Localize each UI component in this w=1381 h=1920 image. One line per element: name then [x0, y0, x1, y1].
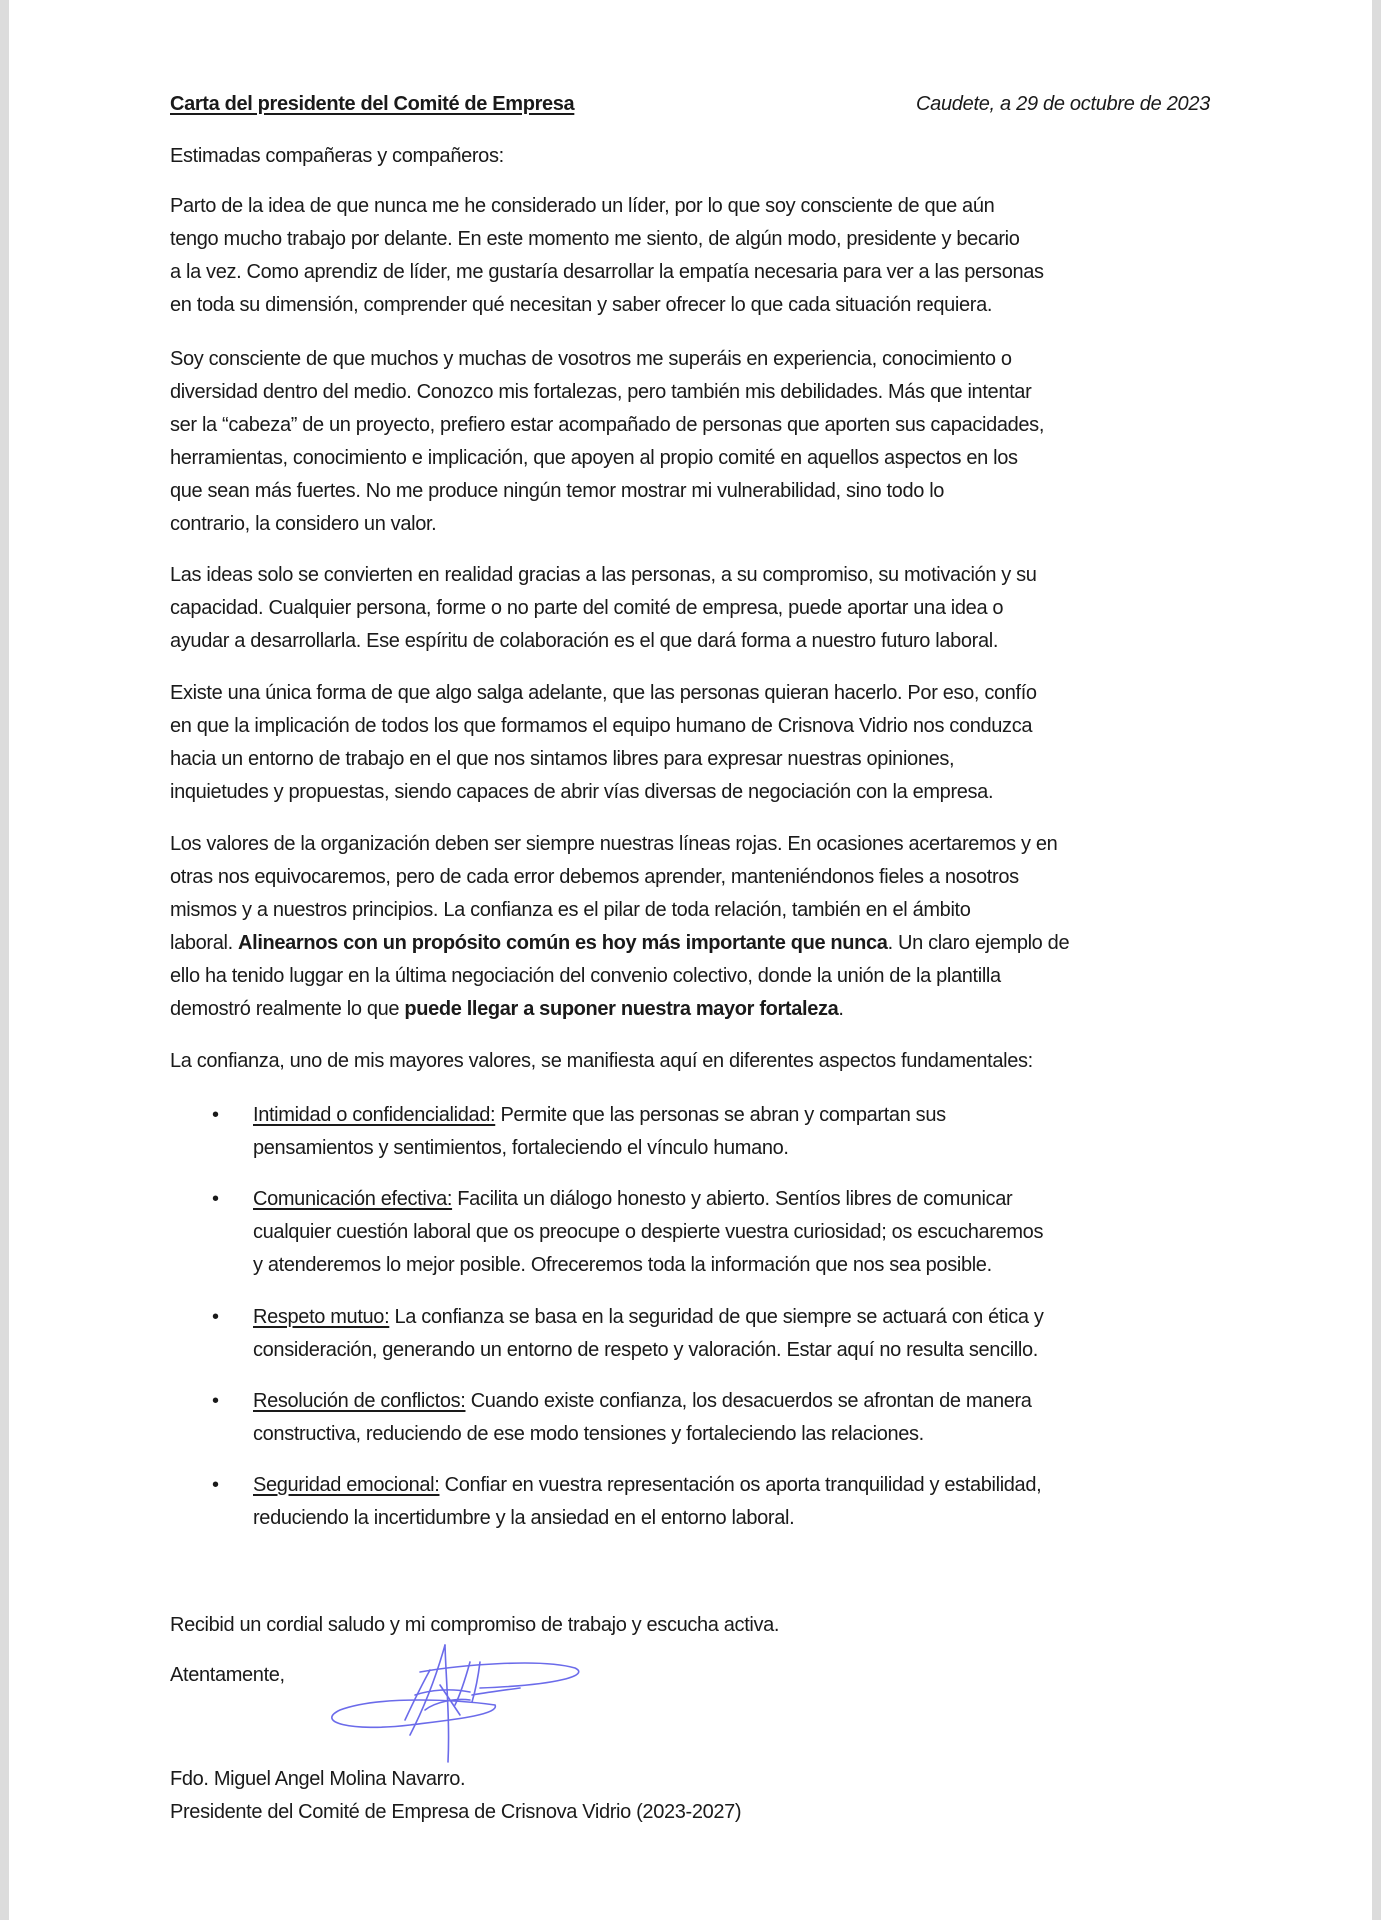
bullet-icon: • — [212, 1474, 220, 1496]
list-item-text: consideración, generando un entorno de respeto y valoración. Estar aquí no resulta sencillo. — [253, 1339, 1038, 1361]
bullet-icon: • — [212, 1104, 220, 1126]
signer-name: Fdo. Miguel Angel Molina Navarro. — [170, 1768, 466, 1790]
text-run: . — [838, 998, 844, 1020]
bullet-icon: • — [212, 1390, 220, 1412]
text-run: demostró realmente lo que — [170, 998, 405, 1020]
paragraph-2-line: que sean más fuertes. No me produce ningún temor mostrar mi vulnerabilidad, sino todo lo — [170, 480, 945, 502]
text-run: . Un claro ejemplo de — [887, 932, 1070, 954]
list-item-text: La confianza se basa en la seguridad de que siempre se actuará con ética y — [389, 1306, 1044, 1328]
list-item-text: Permite que las personas se abran y compartan sus — [495, 1104, 946, 1126]
list-item-text: reduciendo la incertidumbre y la ansiedad en el entorno laboral. — [253, 1507, 795, 1529]
paragraph-2-line: ser la “cabeza” de un proyecto, prefiero estar acompañado de personas que aporten sus capacidades, — [170, 414, 1045, 436]
list-item-label: Resolución de conflictos: — [253, 1390, 466, 1412]
list-item-label: Respeto mutuo: — [253, 1306, 390, 1328]
paragraph-3-line: Las ideas solo se convierten en realidad gracias a las personas, a su compromiso, su motivación y su — [170, 564, 1037, 586]
paragraph-4-line: hacia un entorno de trabajo en el que nos sintamos libres para expresar nuestras opiniones, — [170, 748, 955, 770]
sign-off: Atentamente, — [170, 1664, 285, 1686]
paragraph-2-line: contrario, la considero un valor. — [170, 513, 437, 535]
list-item-text: Confiar en vuestra representación os aporta tranquilidad y estabilidad, — [439, 1474, 1042, 1496]
paragraph-5-line: Los valores de la organización deben ser siempre nuestras líneas rojas. En ocasiones acertaremos y en — [170, 833, 1058, 855]
letter-title: Carta del presidente del Comité de Empresa — [170, 93, 575, 115]
bold-emphasis: puede llegar a suponer nuestra mayor fortaleza — [404, 998, 839, 1020]
paragraph-6: La confianza, uno de mis mayores valores, se manifiesta aquí en diferentes aspectos fundamentales: — [170, 1050, 1033, 1072]
list-item-label: Intimidad o confidencialidad: — [253, 1104, 496, 1126]
page-border-right — [1372, 0, 1381, 1920]
list-item-text: pensamientos y sentimientos, fortaleciendo el vínculo humano. — [253, 1137, 789, 1159]
bold-emphasis: Alinearnos con un propósito común es hoy más importante que nunca — [238, 932, 888, 954]
list-item — [253, 1469, 1041, 1502]
list-item — [253, 1099, 946, 1132]
paragraph-5-line: otras nos equivocaremos, pero de cada error debemos aprender, manteniéndonos fieles a nosotros — [170, 866, 1019, 888]
paragraph-2-line: herramientas, conocimiento e implicación, que apoyen al propio comité en aquellos aspectos en los — [170, 447, 1018, 469]
paragraph-4-line: inquietudes y propuestas, siendo capaces de abrir vías diversas de negociación con la empresa. — [170, 781, 994, 803]
paragraph-2-line: Soy consciente de que muchos y muchas de vosotros me superáis en experiencia, conocimiento o — [170, 348, 1012, 370]
paragraph-5-line: ello ha tenido luggar en la última negociación del convenio colectivo, donde la unión de la plantilla — [170, 965, 1001, 987]
list-item-text: constructiva, reduciendo de ese modo tensiones y fortaleciendo las relaciones. — [253, 1423, 924, 1445]
signer-role: Presidente del Comité de Empresa de Crisnova Vidrio (2023-2027) — [170, 1801, 742, 1823]
paragraph-5-line — [170, 993, 844, 1026]
paragraph-4-line: Existe una única forma de que algo salga adelante, que las personas quieran hacerlo. Por eso, confío — [170, 682, 1037, 704]
list-item — [253, 1183, 1012, 1216]
paragraph-1-line: Parto de la idea de que nunca me he considerado un líder, por lo que soy consciente de que aún — [170, 195, 995, 217]
paragraph-3-line: capacidad. Cualquier persona, forme o no parte del comité de empresa, puede aportar una idea o — [170, 597, 1004, 619]
closing-greeting: Recibid un cordial saludo y mi compromiso de trabajo y escucha activa. — [170, 1614, 780, 1636]
salutation: Estimadas compañeras y compañeros: — [170, 145, 504, 167]
paragraph-2-line: diversidad dentro del medio. Conozco mis fortalezas, pero también mis debilidades. Más que intentar — [170, 381, 1032, 403]
paragraph-4-line: en que la implicación de todos los que formamos el equipo humano de Crisnova Vidrio nos conduzca — [170, 715, 1033, 737]
list-item-label: Comunicación efectiva: — [253, 1188, 453, 1210]
paragraph-1-line: a la vez. Como aprendiz de líder, me gustaría desarrollar la empatía necesaria para ver a las personas — [170, 261, 1044, 283]
paragraph-5-line — [170, 927, 1069, 960]
signature-icon — [320, 1640, 590, 1765]
paragraph-3-line: ayudar a desarrollarla. Ese espíritu de colaboración es el que dará forma a nuestro futuro laboral. — [170, 630, 999, 652]
paragraph-1-line: en toda su dimensión, comprender qué necesitan y saber ofrecer lo que cada situación requiera. — [170, 294, 993, 316]
bullet-icon: • — [212, 1188, 220, 1210]
list-item-text: Facilita un diálogo honesto y abierto. Sentíos libres de comunicar — [452, 1188, 1013, 1210]
list-item-label: Seguridad emocional: — [253, 1474, 440, 1496]
list-item — [253, 1385, 1032, 1418]
page-border-left — [0, 0, 9, 1920]
text-run: laboral. — [170, 932, 239, 954]
list-item-text: y atenderemos lo mejor posible. Ofreceremos toda la información que nos sea posible. — [253, 1254, 992, 1276]
bullet-icon: • — [212, 1306, 220, 1328]
paragraph-5-line: mismos y a nuestros principios. La confianza es el pilar de toda relación, también en el ámbito — [170, 899, 971, 921]
list-item-text: Cuando existe confianza, los desacuerdos se afrontan de manera — [465, 1390, 1032, 1412]
list-item — [253, 1301, 1043, 1334]
paragraph-1-line: tengo mucho trabajo por delante. En este momento me siento, de algún modo, presidente y becario — [170, 228, 1020, 250]
letter-date: Caudete, a 29 de octubre de 2023 — [916, 93, 1210, 115]
list-item-text: cualquier cuestión laboral que os preocupe o despierte vuestra curiosidad; os escucharemos — [253, 1221, 1044, 1243]
